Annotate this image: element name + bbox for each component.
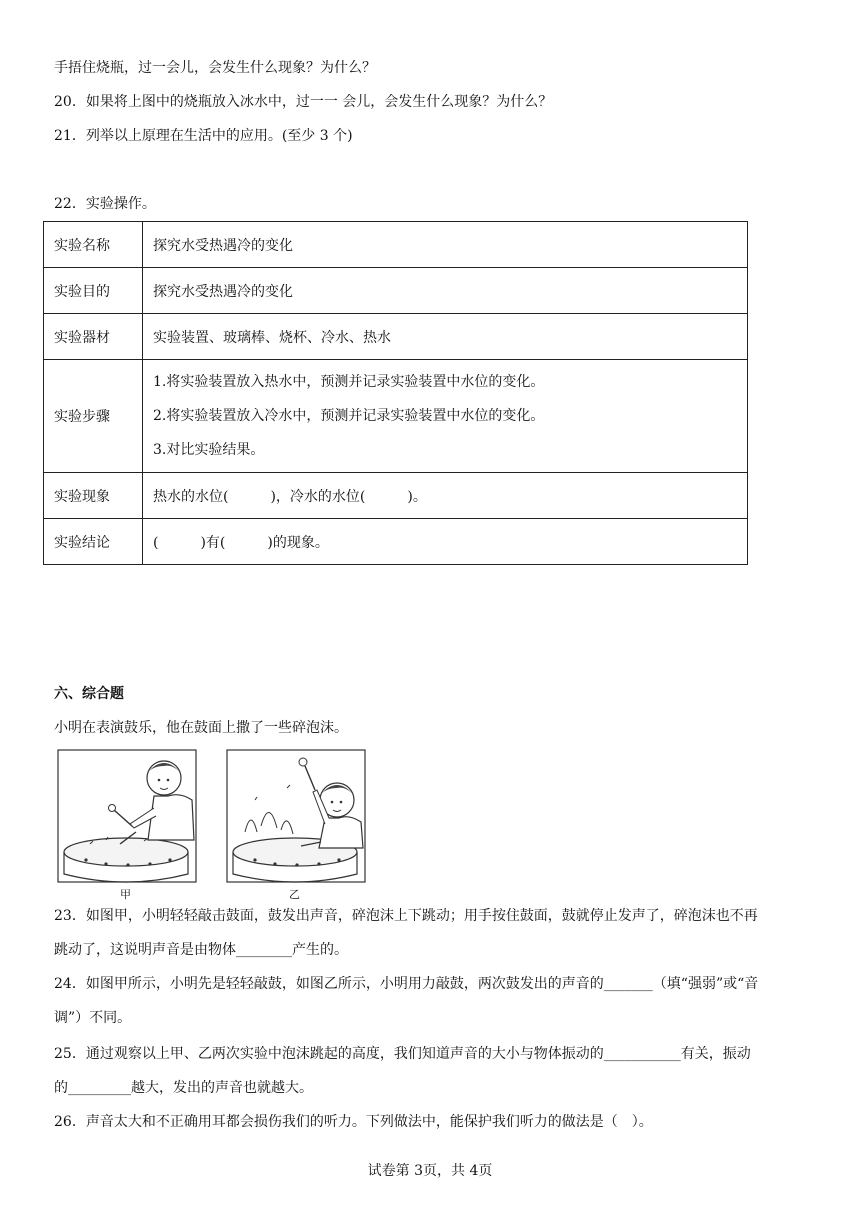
question-25-line1: 25．通过观察以上甲、乙两次实验中泡沫跳起的高度，我们知道声音的大小与物体振动的___________有关，振动: [54, 1046, 751, 1062]
row-label: 实验目的: [44, 268, 143, 314]
page-footer: 试卷第 3页，共 4页: [367, 1163, 493, 1179]
section-intro: 小明在表演鼓乐，他在鼓面上撒了一些碎泡沫。: [54, 720, 348, 736]
row-label: 实验步骤: [44, 360, 143, 473]
table-row: [44, 473, 748, 519]
section-title: 六、综合题: [54, 686, 124, 702]
question-19-continuation: 手捂住烧瓶，过一会儿，会发生什么现象？为什么？: [54, 60, 376, 76]
question-20: 20．如果将上图中的烧瓶放入冰水中，过一一 会儿，会发生什么现象？为什么？: [54, 94, 553, 110]
row-value: 探究水受热遇冷的变化: [143, 222, 748, 268]
step-item: 3.对比实验结果。: [153, 442, 265, 458]
question-23-line1: 23．如图甲，小明轻轻敲击鼓面，鼓发出声音，碎泡沫上下跳动；用手按住鼓面，鼓就停止发声了，碎泡沫也不再: [54, 908, 758, 924]
question-23-line2: 跳动了，这说明声音是由物体________产生的。: [54, 942, 348, 958]
figure-caption-yi: 乙: [289, 888, 300, 901]
row-label: 实验名称: [44, 222, 143, 268]
question-26: 26．声音太大和不正确用耳都会损伤我们的听力。下列做法中，能保护我们听力的做法是（ ）。: [54, 1114, 653, 1130]
step-item: 1.将实验装置放入热水中，预测并记录实验装置中水位的变化。: [153, 374, 545, 390]
figure-jia: [56, 748, 200, 884]
row-value: 热水的水位( )，冷水的水位( )。: [143, 473, 748, 519]
drum-boy-loud-illustration: [225, 748, 369, 884]
question-25-line2: 的_________越大，发出的声音也就越大。: [54, 1080, 313, 1096]
figure-yi: [225, 748, 369, 884]
experiment-table: [43, 221, 748, 565]
row-label: 实验现象: [44, 473, 143, 519]
row-label: 实验结论: [44, 519, 143, 565]
question-22: 22．实验操作。: [54, 196, 156, 212]
row-label: 实验器材: [44, 314, 143, 360]
row-value: ( )有( )的现象。: [143, 519, 748, 565]
table-row: [44, 268, 748, 314]
question-24-line1: 24．如图甲所示，小明先是轻轻敲鼓，如图乙所示，小明用力敲鼓，两次鼓发出的声音的_______（填“强弱”或“音: [54, 976, 759, 992]
drum-boy-soft-illustration: [56, 748, 200, 884]
steps-cell: [143, 360, 748, 473]
table-row: [44, 360, 748, 473]
question-21: 21．列举以上原理在生活中的应用。(至少 3 个): [54, 128, 353, 144]
question-24-line2: 调”）不同。: [54, 1010, 132, 1026]
row-value: 探究水受热遇冷的变化: [143, 268, 748, 314]
step-item: 2.将实验装置放入冷水中，预测并记录实验装置中水位的变化。: [153, 408, 545, 424]
table-row: [44, 519, 748, 565]
row-value: 实验装置、玻璃棒、烧杯、冷水、热水: [143, 314, 748, 360]
table-row: [44, 222, 748, 268]
table-row: [44, 314, 748, 360]
figure-caption-jia: 甲: [120, 888, 131, 901]
